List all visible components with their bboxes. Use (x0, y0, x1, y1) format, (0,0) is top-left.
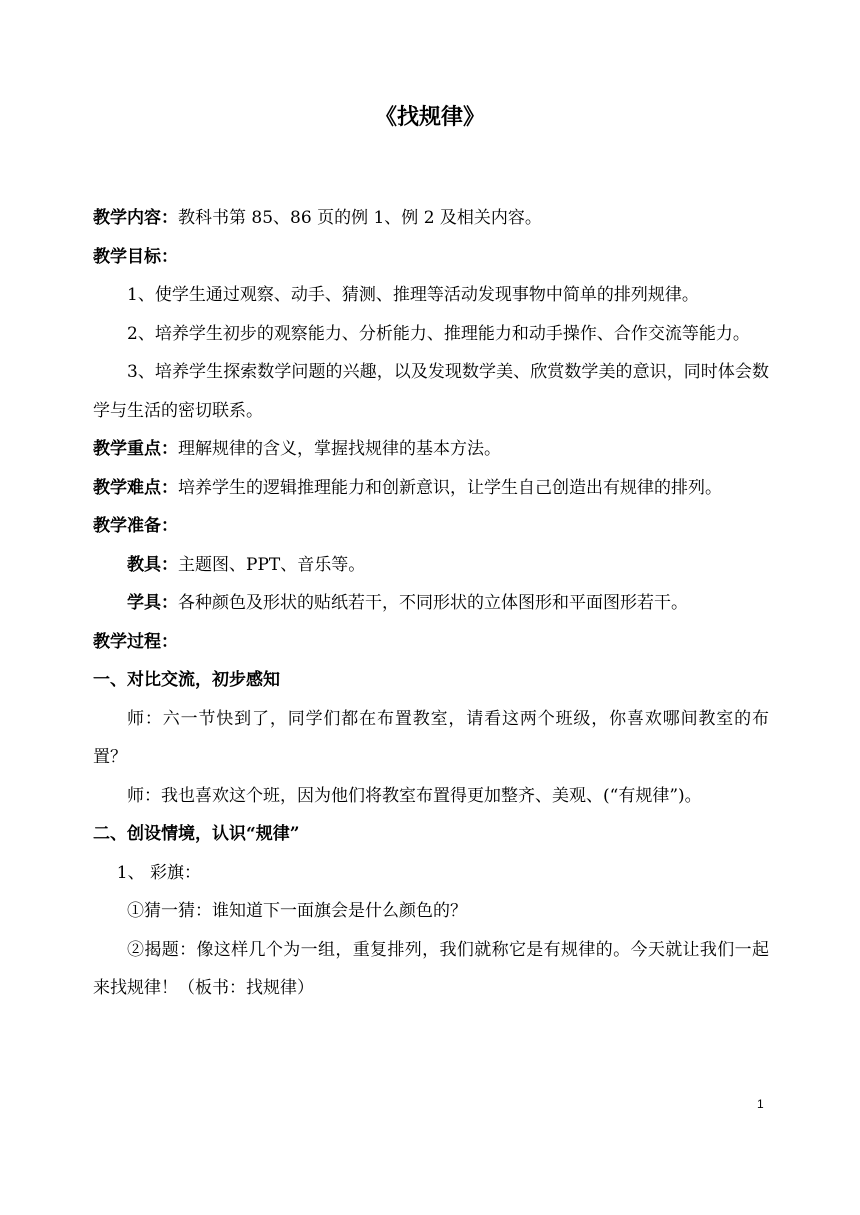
teaching-difficulty-paragraph (93, 469, 769, 508)
section-heading: 二、创设情境，认识“规律” (93, 824, 300, 844)
teaching-goal-item: 2、培养学生初步的观察能力、分析能力、推理能力和动手操作、合作交流等能力。 (127, 323, 750, 344)
teacher-tools-paragraph (93, 546, 769, 585)
student-tools-label: 学具： (127, 593, 178, 613)
list-item: 1、 彩旗： (116, 862, 202, 883)
teaching-goal-item: 1、使学生通过观察、动手、猜测、推理等活动发现事物中简单的排列规律。 (127, 285, 699, 305)
teaching-difficulty-text: 培养学生的逻辑推理能力和创新意识，让学生自己创造出有规律的排列。 (178, 477, 722, 498)
question-paragraph: ②揭题：像这样几个为一组，重复排列，我们就称它是有规律的。今天就让我们一起来找规律！（板书：找规律） (93, 939, 769, 998)
dialogue-paragraph: 师：六一节快到了，同学们都在布置教室，请看这两个班级，你喜欢哪间教室的布置？ (93, 708, 769, 767)
teaching-content-text: 教科书第 85、86 页的例 1、例 2 及相关内容。 (178, 208, 542, 228)
teaching-difficulty-label: 教学难点： (93, 477, 178, 498)
section-heading: 一、对比交流，初步感知 (93, 670, 280, 690)
document-title: 《找规律》 (374, 104, 485, 130)
teaching-process-label: 教学过程： (93, 631, 178, 652)
student-tools-paragraph (93, 584, 769, 623)
teaching-prep-label: 教学准备： (93, 516, 178, 536)
student-tools-text: 各种颜色及形状的贴纸若干，不同形状的立体图形和平面图形若干。 (178, 593, 688, 613)
teaching-goal-item: 3、培养学生探索数学问题的兴趣，以及发现数学美、欣赏数学美的意识，同时体会数学与生活的密切联系。 (93, 362, 769, 421)
teaching-key-text: 理解规律的含义，掌握找规律的基本方法。 (178, 439, 501, 459)
teaching-key-label: 教学重点： (93, 439, 178, 459)
document-body (93, 199, 769, 1008)
question-paragraph: ①猜一猜：谁知道下一面旗会是什么颜色的？ (127, 901, 467, 921)
teacher-tools-label: 教具： (127, 554, 178, 575)
teaching-content-paragraph (93, 199, 769, 238)
teaching-key-paragraph (93, 430, 769, 469)
teaching-content-label: 教学内容： (93, 208, 178, 228)
page-number: 1 (757, 1097, 764, 1111)
teacher-tools-text: 主题图、PPT、音乐等。 (178, 554, 366, 575)
dialogue-paragraph: 师：我也喜欢这个班，因为他们将教室布置得更加整齐、美观、(“有规律”)。 (127, 785, 702, 806)
teaching-goals-label: 教学目标： (93, 246, 178, 267)
